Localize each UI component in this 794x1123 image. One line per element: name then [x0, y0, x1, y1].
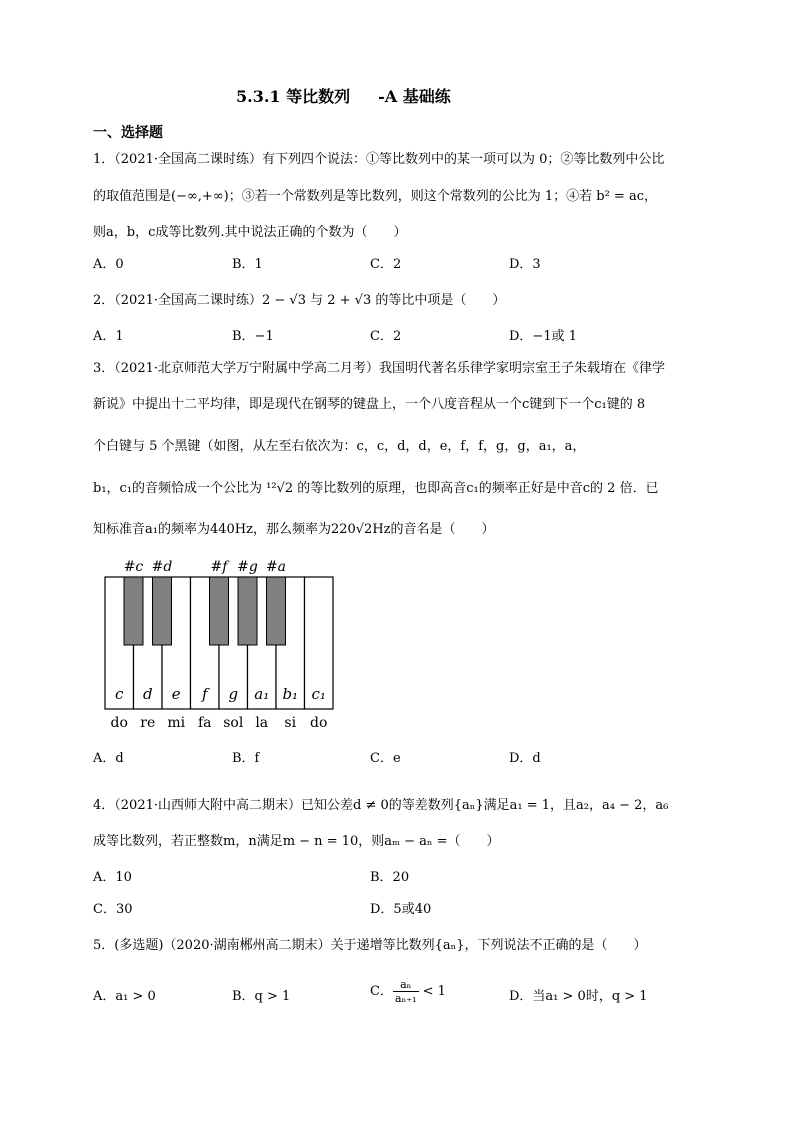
q5-option-c-label: C． — [370, 984, 393, 999]
piano-key-letter: e — [171, 685, 181, 703]
q3-line5: 知标准音a₁的频率为440Hz，那么频率为220√2Hz的音名是（ ） — [93, 522, 495, 537]
piano-black-key-label: #f — [210, 559, 228, 575]
q1-line2: 的取值范围是(−∞,+∞)；③若一个常数列是等比数列，则这个常数列的公比为 1；④若 b² = ac， — [93, 189, 657, 204]
title-main: 5.3.1 等比数列 — [236, 87, 351, 106]
piano-solfege-label: mi — [167, 715, 186, 731]
piano-key-letter: b₁ — [282, 685, 299, 703]
q1-option-b: B．1 — [232, 257, 263, 272]
q1-option-d: D．3 — [509, 257, 541, 272]
piano-key-letter: c — [115, 685, 124, 703]
q2-option-b: B．−1 — [232, 329, 274, 344]
q2-line1: 2．（2021·全国高二课时练）2 − √3 与 2 + √3 的等比中项是（ ） — [93, 293, 506, 308]
q5-option-c — [370, 978, 446, 1005]
piano-black-key — [238, 577, 257, 645]
q5-option-a: A．a₁ > 0 — [93, 989, 156, 1004]
title-sub: -A 基础练 — [378, 87, 451, 106]
q2-option-c: C．2 — [370, 329, 402, 344]
q1-line3: 则a，b，c成等比数列.其中说法正确的个数为（ ） — [93, 225, 407, 240]
q3-option-a: A．d — [93, 751, 124, 766]
q5-option-d: D．当a₁ > 0时，q > 1 — [509, 989, 648, 1004]
q5-option-c-fraction — [393, 978, 419, 1005]
q1-option-a: A．0 — [93, 257, 124, 272]
q2-option-a: A．1 — [93, 329, 124, 344]
piano-black-key-label: #d — [151, 559, 173, 575]
q3-line2: 新说》中提出十二平均律，即是现代在钢琴的键盘上，一个八度音程从一个c键到下一个c₁键的 8 — [93, 397, 646, 412]
piano-solfege-label: re — [140, 715, 156, 731]
q2-option-d: D．−1或 1 — [509, 329, 577, 344]
piano-black-key-label: #a — [265, 559, 287, 575]
piano-key-letter: a₁ — [254, 685, 270, 703]
q4-option-d: D．5或40 — [370, 902, 432, 917]
fraction-denominator: aₙ₊₁ — [394, 992, 417, 1005]
piano-black-key — [210, 577, 229, 645]
q4-option-b: B．20 — [370, 870, 410, 885]
q5-line1: 5．(多选题)（2020·湖南郴州高二期末）关于递增等比数列{aₙ}，下列说法不正确的是（ ） — [93, 938, 647, 953]
piano-key-letter: c₁ — [311, 685, 326, 703]
q3-option-c: C．e — [370, 751, 401, 766]
q1-line1: 1．（2021·全国高二课时练）有下列四个说法：①等比数列中的某一项可以为 0；②等比数列中公比 — [93, 152, 665, 167]
piano-solfege-label: sol — [223, 715, 244, 731]
piano-solfege-label: fa — [197, 715, 212, 731]
q4-line1: 4．（2021·山西师大附中高二期末）已知公差d ≠ 0的等差数列{aₙ}满足a₁ = 1，且a₂，a₄ − 2，a₆ — [93, 798, 669, 813]
piano-black-key — [124, 577, 143, 645]
q3-line4: b₁，c₁的音频恰成一个公比为 ¹²√2 的等比数列的原理，也即高音c₁的频率正好是中音c的 2 倍．已 — [93, 481, 659, 496]
piano-solfege-label: la — [255, 715, 269, 731]
piano-key-letter: d — [142, 685, 153, 703]
q5-option-c-inequality: < 1 — [422, 984, 446, 999]
piano-solfege-label: do — [310, 715, 328, 731]
q1-option-c: C．2 — [370, 257, 402, 272]
q3-option-b: B．f — [232, 751, 260, 766]
piano-black-key — [153, 577, 172, 645]
piano-key-letter: g — [228, 685, 239, 703]
q3-line3: 个白键与 5 个黑键（如图，从左至右依次为：c，c，d，d，e，f，f，g，g，a₁，a， — [93, 439, 586, 454]
piano-black-key — [267, 577, 286, 645]
page-title — [236, 84, 451, 107]
q3-option-d: D．d — [509, 751, 541, 766]
piano-black-key-label: #g — [237, 559, 258, 575]
q4-line2: 成等比数列，若正整数m，n满足m − n = 10，则aₘ − aₙ =（ ） — [93, 834, 500, 849]
piano-solfege-label: si — [284, 715, 297, 731]
q4-option-a: A．10 — [93, 870, 132, 885]
piano-black-key-label: #c — [123, 559, 144, 575]
piano-keyboard-figure — [104, 555, 344, 735]
q5-option-b: B．q > 1 — [232, 989, 291, 1004]
piano-solfege-label: do — [110, 715, 128, 731]
q4-option-c: C．30 — [93, 902, 133, 917]
piano-key-letter: f — [201, 685, 208, 703]
section-heading: 一、选择题 — [93, 125, 163, 141]
fraction-numerator: aₙ — [393, 978, 419, 992]
q3-line1: 3．（2021·北京师范大学万宁附属中学高二月考）我国明代著名乐律学家明宗室王子朱载堉在《律学 — [93, 361, 665, 376]
